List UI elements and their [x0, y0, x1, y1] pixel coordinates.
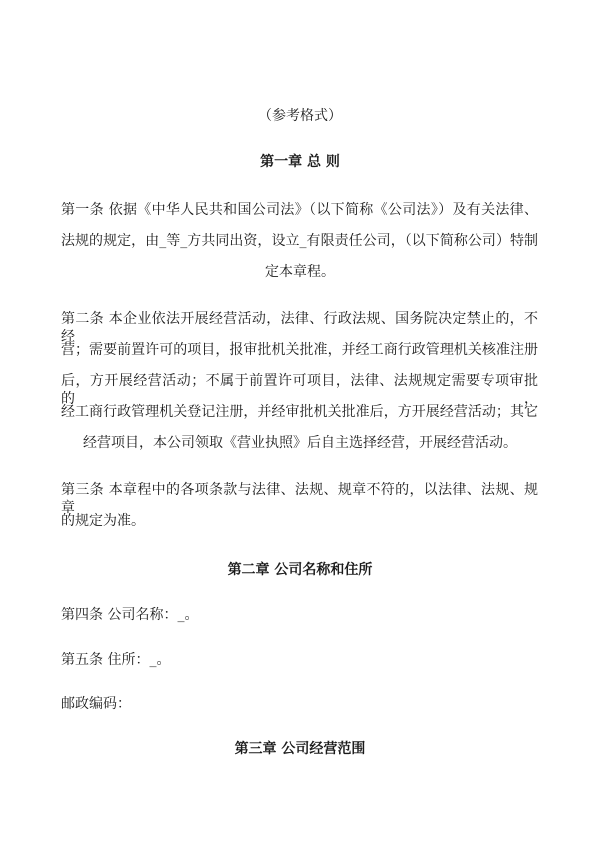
article2-line5: 经营项目，本公司领取《营业执照》后自主选择经营，开展经营活动。: [83, 435, 517, 451]
postal-code-label: 邮政编码：: [61, 696, 131, 712]
article1-line3: 定本章程。: [265, 264, 335, 280]
article2-line2: 营；需要前置许可的项目，报审批机关批准，并经工商行政管理机关核准注册: [61, 342, 538, 358]
article1-line1: 第一条 依据《中华人民共和国公司法》（以下简称《公司法》）及有关法律、: [61, 202, 538, 218]
article2-line4: 经工商行政管理机关登记注册，并经审批机关批准后，方开展经营活动；其它: [61, 404, 538, 420]
article3-line1: 第三条 本章程中的各项条款与法律、法规、规章不符的，以法律、法规、规章: [61, 482, 538, 516]
chapter1-title: 第一章 总 则: [260, 154, 340, 170]
article2-line1: 第二条 本企业依法开展经营活动，法律、行政法规、国务院决定禁止的，不经: [61, 311, 538, 345]
chapter3-title: 第三章 公司经营范围: [234, 741, 366, 757]
article1-line2: 法规的规定，由_等_方共同出资，设立_有限责任公司，（以下简称公司）特制: [61, 233, 538, 249]
chapter2-title: 第二章 公司名称和住所: [227, 562, 373, 578]
article4: 第四条 公司名称：_。: [61, 607, 199, 623]
article3-line2: 的规定为准。: [61, 513, 145, 529]
article2-line3: 后，方开展经营活动；不属于前置许可项目，法律、法规规定需要专项审批的，: [61, 373, 538, 407]
article5: 第五条 住所：_。: [61, 652, 171, 668]
format-note: （参考格式）: [258, 108, 342, 124]
